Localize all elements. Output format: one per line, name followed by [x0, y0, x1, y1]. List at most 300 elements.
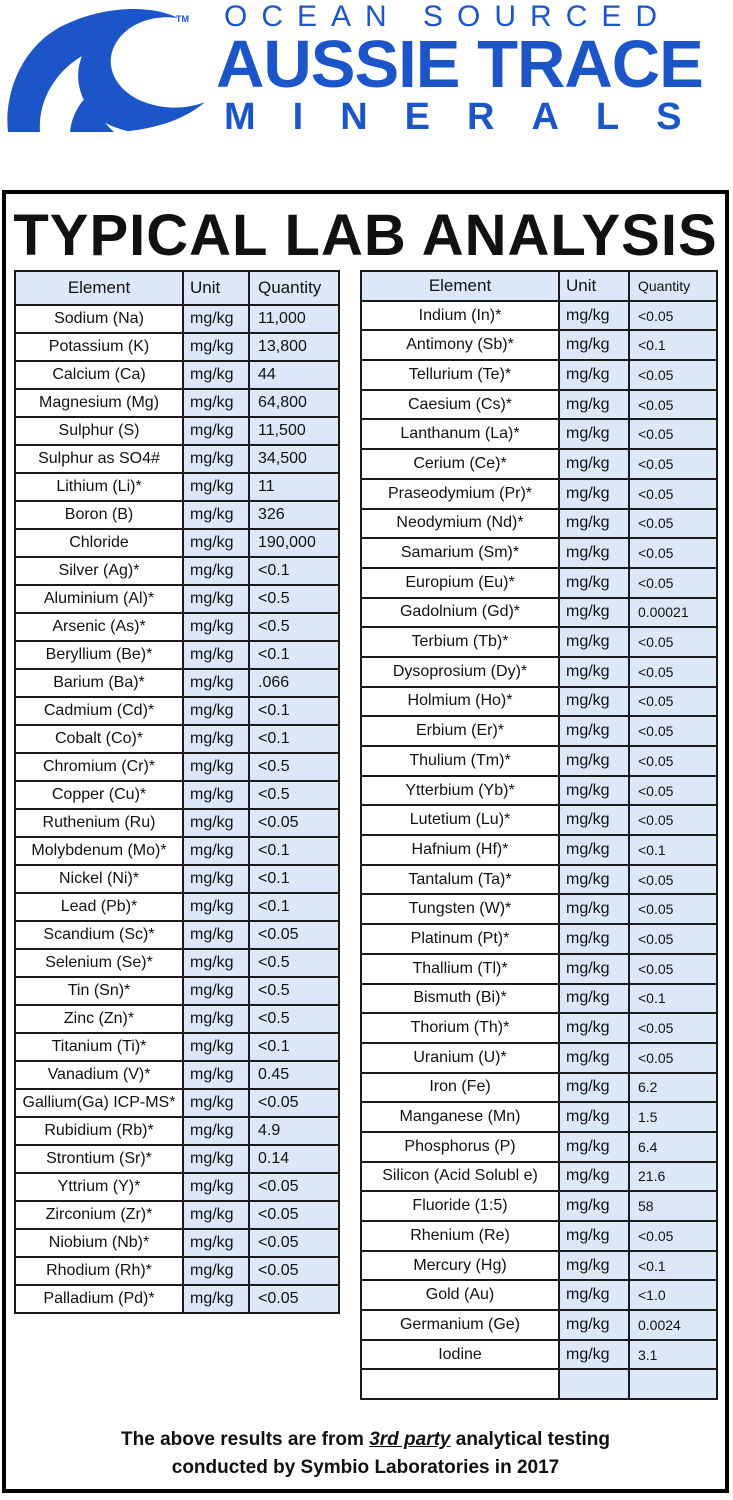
- table-row: [361, 449, 717, 479]
- cell-element: Europium (Eu)*: [361, 568, 559, 598]
- cell-unit: mg/kg: [183, 501, 249, 529]
- cell-unit: mg/kg: [183, 697, 249, 725]
- cell-quantity: <0.05: [629, 687, 717, 717]
- cell-quantity: <0.05: [249, 1201, 339, 1229]
- cell-unit: mg/kg: [559, 598, 629, 628]
- cell-unit: mg/kg: [183, 865, 249, 893]
- cell-unit: mg/kg: [183, 445, 249, 473]
- table-row: [361, 1073, 717, 1103]
- cell-unit: mg/kg: [559, 716, 629, 746]
- cell-unit: mg/kg: [559, 538, 629, 568]
- cell-element: Titanium (Ti)*: [15, 1033, 183, 1061]
- cell-unit: mg/kg: [183, 1005, 249, 1033]
- cell-quantity: 11,500: [249, 417, 339, 445]
- cell-unit: mg/kg: [183, 473, 249, 501]
- cell-unit: mg/kg: [183, 333, 249, 361]
- cell-element: Gold (Au): [361, 1280, 559, 1310]
- cell-unit: mg/kg: [183, 893, 249, 921]
- table-row: [361, 1251, 717, 1281]
- cell-unit: mg/kg: [183, 669, 249, 697]
- table-row: [361, 1369, 717, 1399]
- cell-quantity: <0.05: [629, 657, 717, 687]
- cell-element: Lithium (Li)*: [15, 473, 183, 501]
- cell-element: Samarium (Sm)*: [361, 538, 559, 568]
- cell-unit: mg/kg: [183, 977, 249, 1005]
- cell-quantity: <0.05: [629, 1221, 717, 1251]
- cell-element: Tantalum (Ta)*: [361, 865, 559, 895]
- header-quantity: Quantity: [629, 271, 717, 301]
- table-row: [361, 1102, 717, 1132]
- table-row: [15, 333, 339, 361]
- cell-unit: mg/kg: [559, 1191, 629, 1221]
- table-row: [361, 716, 717, 746]
- cell-element: Lutetium (Lu)*: [361, 805, 559, 835]
- cell-quantity: <0.05: [249, 1173, 339, 1201]
- lab-analysis-card: [2, 190, 729, 1493]
- cell-quantity: .066: [249, 669, 339, 697]
- table-row: [15, 1033, 339, 1061]
- cell-quantity: <0.05: [629, 1013, 717, 1043]
- table-row: [15, 669, 339, 697]
- table-row: [361, 330, 717, 360]
- cell-quantity: 0.14: [249, 1145, 339, 1173]
- cell-unit: mg/kg: [183, 753, 249, 781]
- cell-unit: mg/kg: [183, 1033, 249, 1061]
- table-row: [361, 835, 717, 865]
- cell-quantity: <0.05: [249, 1257, 339, 1285]
- table-row: [361, 301, 717, 331]
- cell-unit: mg/kg: [183, 1285, 249, 1313]
- cell-quantity: <0.5: [249, 977, 339, 1005]
- cell-unit: mg/kg: [559, 1102, 629, 1132]
- table-row: [15, 921, 339, 949]
- cell-quantity: 6.2: [629, 1073, 717, 1103]
- table-row: [361, 1013, 717, 1043]
- cell-quantity: <0.05: [629, 924, 717, 954]
- cell-quantity: <0.1: [249, 893, 339, 921]
- cell-quantity: 4.9: [249, 1117, 339, 1145]
- cell-element: Sulphur as SO4#: [15, 445, 183, 473]
- cell-unit: mg/kg: [559, 776, 629, 806]
- table-row: [361, 568, 717, 598]
- cell-quantity: <0.5: [249, 949, 339, 977]
- cell-element: Platinum (Pt)*: [361, 924, 559, 954]
- cell-unit: [559, 1369, 629, 1399]
- cell-element: Cerium (Ce)*: [361, 449, 559, 479]
- table-row: [15, 641, 339, 669]
- table-header-row: [15, 271, 339, 305]
- cell-unit: mg/kg: [559, 1043, 629, 1073]
- cell-quantity: <0.05: [629, 954, 717, 984]
- table-row: [15, 725, 339, 753]
- table-row: [15, 557, 339, 585]
- cell-unit: mg/kg: [183, 949, 249, 977]
- brand-logo: [0, 0, 733, 150]
- footer-line-1-pre: The above results are from: [121, 1429, 370, 1450]
- cell-element: Germanium (Ge): [361, 1310, 559, 1340]
- cell-quantity: <0.05: [629, 479, 717, 509]
- cell-element: Lanthanum (La)*: [361, 419, 559, 449]
- cell-element: Phosphorus (P): [361, 1132, 559, 1162]
- cell-element: Ytterbium (Yb)*: [361, 776, 559, 806]
- cell-element: Sodium (Na): [15, 305, 183, 333]
- cell-quantity: <0.1: [249, 865, 339, 893]
- cell-quantity: <0.05: [249, 809, 339, 837]
- cell-quantity: <0.05: [629, 894, 717, 924]
- cell-quantity: <0.05: [629, 865, 717, 895]
- cell-quantity: <0.05: [629, 449, 717, 479]
- cell-quantity: <0.05: [629, 1043, 717, 1073]
- cell-element: Bismuth (Bi)*: [361, 984, 559, 1014]
- cell-quantity: 58: [629, 1191, 717, 1221]
- cell-quantity: <0.1: [249, 837, 339, 865]
- table-row: [15, 361, 339, 389]
- cell-element: Nickel (Ni)*: [15, 865, 183, 893]
- cell-unit: mg/kg: [559, 330, 629, 360]
- cell-element: Iodine: [361, 1340, 559, 1370]
- footer-line-1: [6, 1426, 725, 1454]
- cell-element: Rhenium (Re): [361, 1221, 559, 1251]
- table-row: [361, 776, 717, 806]
- table-row: [15, 305, 339, 333]
- table-row: [15, 837, 339, 865]
- table-row: [361, 1132, 717, 1162]
- table-row: [361, 865, 717, 895]
- cell-element: Hafnium (Hf)*: [361, 835, 559, 865]
- brand-subname: MINERALS: [224, 96, 719, 138]
- cell-quantity: <0.1: [629, 835, 717, 865]
- table-row: [361, 746, 717, 776]
- cell-quantity: 190,000: [249, 529, 339, 557]
- table-row: [15, 613, 339, 641]
- cell-element: Silicon (Acid Solubl e): [361, 1162, 559, 1192]
- cell-unit: mg/kg: [559, 1073, 629, 1103]
- cell-quantity: <0.1: [249, 725, 339, 753]
- cell-element: Cadmium (Cd)*: [15, 697, 183, 725]
- cell-element: Palladium (Pd)*: [15, 1285, 183, 1313]
- cell-unit: mg/kg: [559, 419, 629, 449]
- cell-quantity: <0.05: [629, 390, 717, 420]
- cell-quantity: <1.0: [629, 1280, 717, 1310]
- cell-quantity: <0.05: [629, 509, 717, 539]
- cell-element: Copper (Cu)*: [15, 781, 183, 809]
- cell-unit: mg/kg: [559, 1221, 629, 1251]
- table-row: [361, 538, 717, 568]
- cell-quantity: 1.5: [629, 1102, 717, 1132]
- analysis-table-right: [360, 270, 718, 1400]
- cell-element: Thulium (Tm)*: [361, 746, 559, 776]
- table-row: [361, 598, 717, 628]
- cell-element: Arsenic (As)*: [15, 613, 183, 641]
- table-row: [15, 1089, 339, 1117]
- cell-element: Tellurium (Te)*: [361, 360, 559, 390]
- table-row: [15, 417, 339, 445]
- cell-unit: mg/kg: [559, 1251, 629, 1281]
- cell-element: Holmium (Ho)*: [361, 687, 559, 717]
- cell-element: Terbium (Tb)*: [361, 627, 559, 657]
- cell-unit: mg/kg: [183, 389, 249, 417]
- table-row: [15, 865, 339, 893]
- table-row: [15, 473, 339, 501]
- cell-unit: mg/kg: [183, 361, 249, 389]
- cell-element: Selenium (Se)*: [15, 949, 183, 977]
- cell-element: Antimony (Sb)*: [361, 330, 559, 360]
- cell-unit: mg/kg: [183, 921, 249, 949]
- cell-element: Indium (In)*: [361, 301, 559, 331]
- cell-element: Rhodium (Rh)*: [15, 1257, 183, 1285]
- header-quantity: Quantity: [249, 271, 339, 305]
- table-row: [15, 949, 339, 977]
- table-row: [15, 501, 339, 529]
- cell-quantity: <0.5: [249, 1005, 339, 1033]
- table-row: [15, 781, 339, 809]
- cell-quantity: <0.05: [629, 419, 717, 449]
- cell-element: Strontium (Sr)*: [15, 1145, 183, 1173]
- cell-unit: mg/kg: [559, 954, 629, 984]
- cell-quantity: [629, 1369, 717, 1399]
- cell-unit: mg/kg: [183, 641, 249, 669]
- cell-element: Gallium(Ga) ICP-MS*: [15, 1089, 183, 1117]
- cell-unit: mg/kg: [183, 585, 249, 613]
- cell-quantity: 13,800: [249, 333, 339, 361]
- table-row: [15, 1173, 339, 1201]
- table-row: [15, 529, 339, 557]
- cell-element: Fluoride (1:5): [361, 1191, 559, 1221]
- table-row: [15, 1061, 339, 1089]
- cell-quantity: <0.1: [629, 984, 717, 1014]
- cell-unit: mg/kg: [183, 1229, 249, 1257]
- table-row: [15, 1005, 339, 1033]
- table-row: [361, 360, 717, 390]
- table-row: [15, 809, 339, 837]
- table-row: [361, 1340, 717, 1370]
- cell-element: Barium (Ba)*: [15, 669, 183, 697]
- cell-unit: mg/kg: [559, 509, 629, 539]
- cell-quantity: <0.05: [249, 921, 339, 949]
- cell-quantity: <0.1: [249, 697, 339, 725]
- cell-quantity: <0.05: [249, 1089, 339, 1117]
- cell-unit: mg/kg: [559, 1310, 629, 1340]
- cell-element: Aluminium (Al)*: [15, 585, 183, 613]
- cell-unit: mg/kg: [183, 557, 249, 585]
- table-row: [361, 1280, 717, 1310]
- cell-quantity: <0.05: [629, 538, 717, 568]
- cell-quantity: <0.5: [249, 781, 339, 809]
- cell-element: Dysoprosium (Dy)*: [361, 657, 559, 687]
- cell-element: Uranium (U)*: [361, 1043, 559, 1073]
- cell-quantity: <0.05: [629, 716, 717, 746]
- table-row: [15, 445, 339, 473]
- trademark-mark: TM: [176, 14, 189, 24]
- table-row: [15, 697, 339, 725]
- cell-unit: mg/kg: [559, 894, 629, 924]
- cell-unit: mg/kg: [559, 746, 629, 776]
- cell-unit: mg/kg: [559, 360, 629, 390]
- cell-element: Silver (Ag)*: [15, 557, 183, 585]
- cell-unit: mg/kg: [559, 1162, 629, 1192]
- cell-quantity: <0.5: [249, 585, 339, 613]
- brand-tagline: OCEAN SOURCED: [224, 0, 672, 33]
- cell-element: Neodymium (Nd)*: [361, 509, 559, 539]
- cell-element: Beryllium (Be)*: [15, 641, 183, 669]
- cell-quantity: <0.5: [249, 753, 339, 781]
- footer-line-2: conducted by Symbio Laboratories in 2017: [171, 1457, 560, 1478]
- cell-unit: mg/kg: [559, 657, 629, 687]
- table-row: [361, 390, 717, 420]
- cell-quantity: <0.05: [629, 776, 717, 806]
- cell-unit: mg/kg: [183, 1145, 249, 1173]
- cell-unit: mg/kg: [183, 613, 249, 641]
- footer-line-1-emphasis: 3rd party: [369, 1429, 451, 1450]
- cell-unit: mg/kg: [559, 805, 629, 835]
- cell-quantity: <0.05: [629, 805, 717, 835]
- table-row: [361, 687, 717, 717]
- cell-element: Manganese (Mn): [361, 1102, 559, 1132]
- cell-element: Cobalt (Co)*: [15, 725, 183, 753]
- table-row: [15, 1145, 339, 1173]
- cell-unit: mg/kg: [559, 627, 629, 657]
- cell-unit: mg/kg: [559, 301, 629, 331]
- cell-element: Praseodymium (Pr)*: [361, 479, 559, 509]
- cell-quantity: <0.05: [249, 1285, 339, 1313]
- cell-unit: mg/kg: [183, 1173, 249, 1201]
- cell-element: Tungsten (W)*: [361, 894, 559, 924]
- header-element: Element: [15, 271, 183, 305]
- cell-unit: mg/kg: [559, 687, 629, 717]
- cell-quantity: 3.1: [629, 1340, 717, 1370]
- header-unit: Unit: [183, 271, 249, 305]
- cell-element: Gadolnium (Gd)*: [361, 598, 559, 628]
- cell-unit: mg/kg: [183, 837, 249, 865]
- cell-element: Thallium (Tl)*: [361, 954, 559, 984]
- cell-element: Magnesium (Mg): [15, 389, 183, 417]
- table-row: [15, 585, 339, 613]
- cell-element: Thorium (Th)*: [361, 1013, 559, 1043]
- table-row: [361, 1191, 717, 1221]
- cell-element: Boron (B): [15, 501, 183, 529]
- table-row: [15, 1201, 339, 1229]
- cell-unit: mg/kg: [183, 781, 249, 809]
- cell-quantity: <0.1: [249, 641, 339, 669]
- header-element: Element: [361, 271, 559, 301]
- cell-unit: mg/kg: [183, 1061, 249, 1089]
- cell-unit: mg/kg: [183, 1201, 249, 1229]
- cell-quantity: <0.05: [629, 627, 717, 657]
- cell-unit: mg/kg: [183, 725, 249, 753]
- cell-quantity: <0.1: [249, 557, 339, 585]
- table-row: [361, 1310, 717, 1340]
- table-row: [15, 1229, 339, 1257]
- cell-quantity: 326: [249, 501, 339, 529]
- brand-name: AUSSIE TRACE: [216, 27, 703, 102]
- cell-quantity: 11: [249, 473, 339, 501]
- table-row: [361, 924, 717, 954]
- table-row: [361, 419, 717, 449]
- table-row: [361, 509, 717, 539]
- cell-quantity: <0.5: [249, 613, 339, 641]
- table-row: [15, 753, 339, 781]
- cell-quantity: <0.05: [629, 746, 717, 776]
- cell-element: Molybdenum (Mo)*: [15, 837, 183, 865]
- table-row: [361, 1043, 717, 1073]
- analysis-table-left: [14, 270, 340, 1314]
- cell-unit: mg/kg: [183, 1089, 249, 1117]
- cell-quantity: <0.1: [249, 1033, 339, 1061]
- cell-element: Erbium (Er)*: [361, 716, 559, 746]
- footer-line-1-post: analytical testing: [450, 1429, 610, 1450]
- table-row: [361, 627, 717, 657]
- cell-unit: mg/kg: [559, 479, 629, 509]
- cell-unit: mg/kg: [559, 984, 629, 1014]
- page-title: TYPICAL LAB ANALYSIS: [13, 203, 718, 268]
- cell-element: Yttrium (Y)*: [15, 1173, 183, 1201]
- cell-element: Niobium (Nb)*: [15, 1229, 183, 1257]
- cell-unit: mg/kg: [559, 835, 629, 865]
- table-row: [361, 984, 717, 1014]
- cell-unit: mg/kg: [183, 1257, 249, 1285]
- table-row: [15, 893, 339, 921]
- cell-element: Zirconium (Zr)*: [15, 1201, 183, 1229]
- table-row: [361, 657, 717, 687]
- table-row: [15, 1285, 339, 1313]
- table-row: [361, 1221, 717, 1251]
- cell-quantity: 34,500: [249, 445, 339, 473]
- table-row: [361, 1162, 717, 1192]
- cell-unit: mg/kg: [559, 568, 629, 598]
- table-row: [361, 479, 717, 509]
- cell-element: Caesium (Cs)*: [361, 390, 559, 420]
- cell-unit: mg/kg: [183, 417, 249, 445]
- cell-element: [361, 1369, 559, 1399]
- cell-quantity: <0.05: [629, 301, 717, 331]
- cell-quantity: 0.0024: [629, 1310, 717, 1340]
- table-header-row: [361, 271, 717, 301]
- cell-unit: mg/kg: [559, 449, 629, 479]
- cell-element: Sulphur (S): [15, 417, 183, 445]
- table-row: [15, 389, 339, 417]
- cell-element: Calcium (Ca): [15, 361, 183, 389]
- cell-unit: mg/kg: [183, 809, 249, 837]
- cell-element: Chromium (Cr)*: [15, 753, 183, 781]
- footer-note: [6, 1426, 725, 1482]
- cell-quantity: <0.1: [629, 1251, 717, 1281]
- cell-quantity: 44: [249, 361, 339, 389]
- table-row: [15, 1117, 339, 1145]
- cell-unit: mg/kg: [559, 1132, 629, 1162]
- table-row: [361, 954, 717, 984]
- cell-unit: mg/kg: [559, 1013, 629, 1043]
- table-row: [15, 977, 339, 1005]
- cell-element: Mercury (Hg): [361, 1251, 559, 1281]
- cell-quantity: 64,800: [249, 389, 339, 417]
- header-unit: Unit: [559, 271, 629, 301]
- cell-unit: mg/kg: [559, 1340, 629, 1370]
- cell-quantity: <0.05: [249, 1229, 339, 1257]
- cell-quantity: 6.4: [629, 1132, 717, 1162]
- cell-element: Zinc (Zn)*: [15, 1005, 183, 1033]
- cell-element: Chloride: [15, 529, 183, 557]
- cell-element: Iron (Fe): [361, 1073, 559, 1103]
- cell-unit: mg/kg: [559, 390, 629, 420]
- table-row: [361, 894, 717, 924]
- cell-unit: mg/kg: [559, 865, 629, 895]
- table-row: [15, 1257, 339, 1285]
- cell-unit: mg/kg: [559, 924, 629, 954]
- cell-element: Vanadium (V)*: [15, 1061, 183, 1089]
- cell-element: Potassium (K): [15, 333, 183, 361]
- cell-unit: mg/kg: [183, 1117, 249, 1145]
- cell-quantity: <0.1: [629, 330, 717, 360]
